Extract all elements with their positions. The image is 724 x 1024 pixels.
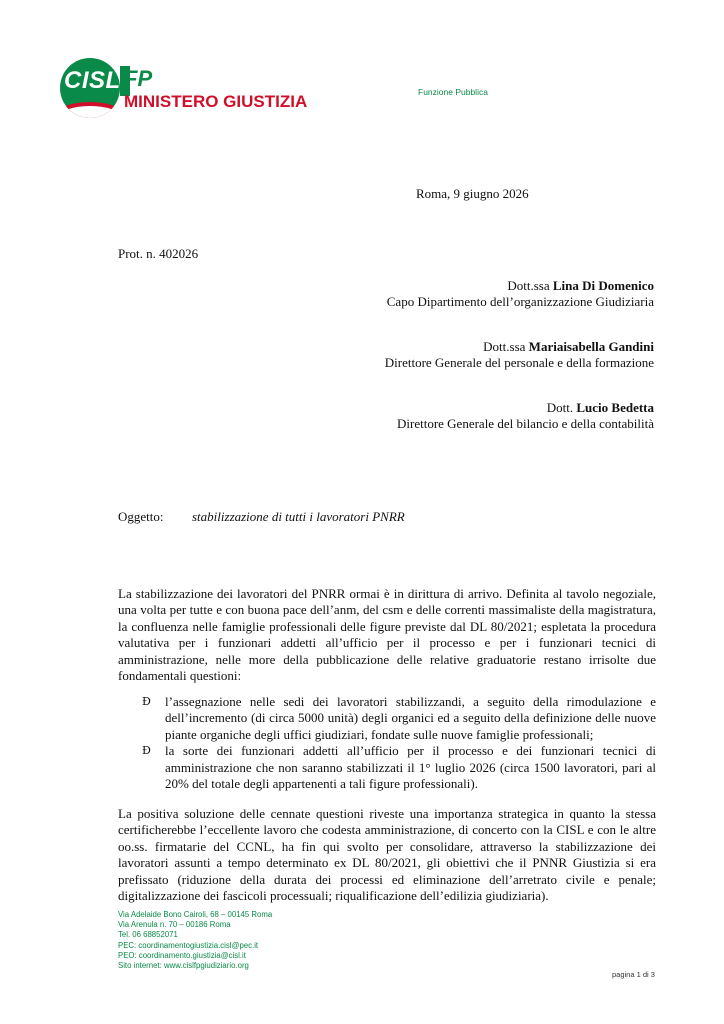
protocol-number: Prot. n. 402026 xyxy=(118,246,199,261)
recipient-role: Capo Dipartimento dell’organizzazione Giudiziaria xyxy=(386,294,654,310)
cisl-fp-logo xyxy=(60,58,308,120)
footer-peo: PEO: coordinamento.giustizia@cisl.it xyxy=(118,950,246,960)
logo-fp-text: FP xyxy=(124,66,153,91)
recipient-role: Direttore Generale del bilancio e della contabilità xyxy=(397,416,654,432)
recipient-name: Lucio Bedetta xyxy=(576,400,654,415)
subject-label: Oggetto: xyxy=(118,509,164,524)
recipient-title: Dott.ssa xyxy=(483,339,526,354)
footer-contacts xyxy=(118,910,272,971)
body-paragraph-1: La stabilizzazione dei lavoratori del PNRR ormai è in dirittura di arrivo. Definita al tavolo negoziale, una volta per tutte e con buona pace dell’anm, del csm e delle correnti massimaliste della magistratura, la confluenza nelle famiglie professionali delle figure previste dal DL 80/2021; espletata la procedura valutativa per i funzionari addetti all’ufficio per il processo e per i funzionari tecnici di amministrazione, nelle more della pubblicazione delle relative graduatorie restano irrisolte due fondamentali questioni: xyxy=(118,586,656,684)
footer-address-1: Via Adelaide Bono Cairoli, 68 – 00145 Roma xyxy=(118,910,273,919)
recipient-title: Dott. xyxy=(546,400,574,415)
body-paragraph-2: La positiva soluzione delle cennate questioni riveste una importanza strategica in quanto la stessa certificherebbe l’eccellente lavoro che codesta amministrazione, di concerto con la CISL e con le altre oo.ss. firmatarie del CCNL, ha fin qui svolto per consolidare, attraverso la stabilizzazione dei lavoratori assunti a tempo determinato ex DL 80/2021, gli obiettivi che il PNNR Giustizia si era prefissato (riduzione della durata dei processi ed eliminazione dell’arretrato civile e penale; digitalizzazione dei fascicoli processuali; riqualificazione dell’edilizia giudiziaria). xyxy=(118,806,656,904)
list-item xyxy=(118,694,656,743)
page-number: pagina 1 di 3 xyxy=(612,970,655,979)
subject-text: stabilizzazione di tutti i lavoratori PNRR xyxy=(192,509,405,524)
recipient-name: Mariaisabella Gandini xyxy=(528,339,654,354)
bullet-marker: Ð xyxy=(142,695,151,708)
recipient-role: Direttore Generale del personale e della formazione xyxy=(384,355,654,371)
footer-address-2: Via Arenula n. 70 – 00186 Roma xyxy=(118,920,231,930)
recipient-3 xyxy=(397,400,654,433)
recipient-2 xyxy=(385,339,654,372)
logo-ministero-text: MINISTERO GIUSTIZIA xyxy=(124,92,308,111)
bullet-marker: Ð xyxy=(142,744,151,758)
letter-date: Roma, 9 giugno 2026 xyxy=(416,186,529,201)
footer-pec: PEC: coordinamentogiustizia.cisl@pec.it xyxy=(118,940,259,950)
recipient-title: Dott.ssa xyxy=(507,278,550,293)
bullet-text: la sorte dei funzionari addetti all’ufficio per il processo e dei funzionari tecnici di amministrazione che non saranno stabilizzati il 1° luglio 2026 (circa 1500 lavoratori, pari al 20% del totale degli appartenenti a tali figure professionali). xyxy=(165,743,656,792)
bullet-list xyxy=(118,694,656,792)
recipient-1 xyxy=(387,278,654,311)
funzione-pubblica-label: Funzione Pubblica xyxy=(418,87,488,97)
logo-cisl-text: CISL xyxy=(64,67,121,94)
recipient-name: Lina Di Domenico xyxy=(552,278,654,293)
bullet-text: l’assegnazione nelle sedi dei lavoratori stabilizzandi, a seguito della rimodulazione e dell’incremento (di circa 5000 unità) degli organici ed a seguito della definizione delle nuove piante organiche degli uffici giudiziari, fondate sulle nuove famiglie professionali; xyxy=(165,694,656,742)
footer-website: Sito internet: www.cislfpgiudiziario.org xyxy=(118,961,249,971)
footer-phone: Tel. 06 68852071 xyxy=(118,930,178,940)
list-item xyxy=(118,743,656,792)
